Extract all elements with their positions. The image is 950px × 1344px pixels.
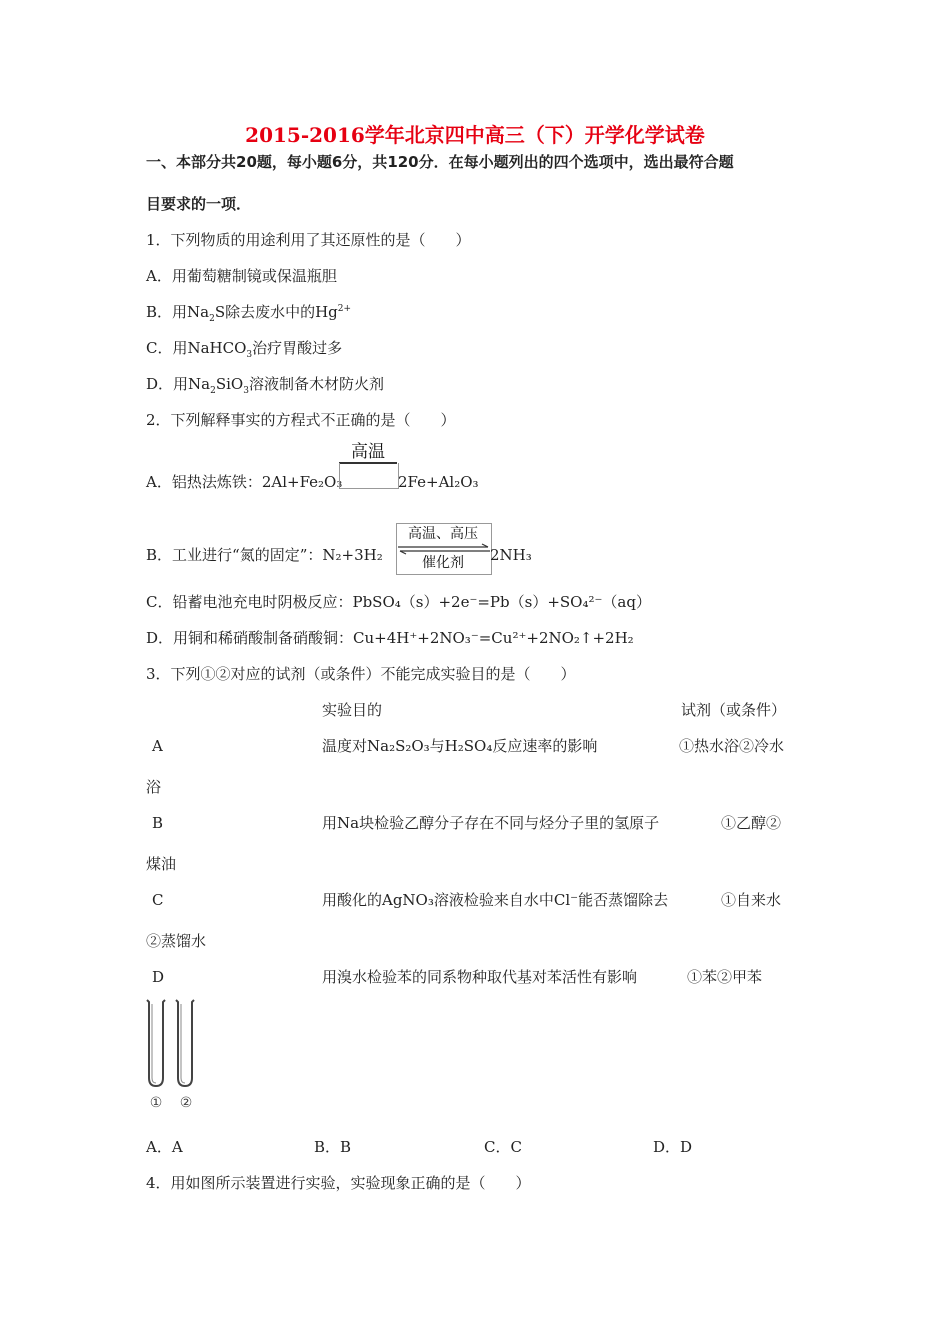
q3-option-b: B．B	[314, 1138, 352, 1156]
q3-header-reagent: 试剂（或条件）	[681, 701, 787, 719]
q3-row-purpose: 用溴水检验苯的同系物种取代基对苯活性有影响	[322, 968, 638, 986]
q3-row-reagent-wrap: 煤油	[146, 855, 177, 873]
q3-option-d: D．D	[653, 1138, 693, 1156]
q1-stem: 1．下列物质的用途利用了其还原性的是（ ）	[146, 231, 471, 249]
q3-row-label: C	[152, 891, 164, 909]
q1-option-b: B．用$Na_2S$除去废水中的$Hg^{2+}$	[146, 303, 352, 324]
q2-option-a-products: 2Fe+Al₂O₃	[398, 473, 479, 491]
q3-option-a: A．A	[146, 1138, 183, 1156]
q3-row-label: B	[152, 814, 164, 832]
q2-option-d: D．用铜和稀硝酸制备硝酸铜：Cu+4H⁺+2NO₃⁻=Cu²⁺+2NO₂↑+2H₂	[146, 629, 634, 647]
q2-b-condition-bottom: 催化剂	[422, 555, 464, 571]
q1-option-c: C．用NaHCO$_3$治疗胃酸过多	[146, 339, 343, 360]
q3-row-purpose: 温度对Na₂S₂O₃与H₂SO₄反应速率的影响	[322, 737, 598, 755]
q3-row-reagent-wrap: 浴	[146, 778, 162, 796]
q3-row-reagent: ①热水浴②冷水	[679, 737, 785, 755]
test-tube-1-icon	[147, 1000, 165, 1086]
tube-label-1: ①	[149, 1095, 163, 1111]
tube-label-2: ②	[179, 1095, 193, 1111]
q4-stem: 4．用如图所示装置进行实验，实验现象正确的是（ ）	[146, 1174, 531, 1192]
q1-option-d: D．用$Na_2SiO_3$溶液制备木材防火剂	[146, 375, 384, 396]
q3-row-label: A	[152, 737, 163, 755]
section-heading-line1: 一、本部分共20题，每小题6分，共120分．在每小题列出的四个选项中，选出最符合题	[146, 153, 734, 171]
q3-row-purpose: 用酸化的AgNO₃溶液检验来自水中Cl⁻能否蒸馏除去	[322, 891, 669, 909]
q3-row-purpose: 用Na块检验乙醇分子存在不同与烃分子里的氢原子	[322, 814, 660, 832]
q2-a-equation-frame	[339, 463, 399, 489]
section-heading-line2: 目要求的一项．	[146, 195, 252, 213]
q2-option-c: C．铅蓄电池充电时阴极反应：PbSO₄（s）+2e⁻=Pb（s）+SO₄²⁻（aq）	[146, 593, 651, 611]
q3-row-reagent: ①苯②甲苯	[687, 968, 763, 986]
page-title: 2015-2016学年北京四中高三（下）开学化学试卷	[245, 123, 705, 147]
q3-stem: 3．下列①②对应的试剂（或条件）不能完成实验目的是（ ）	[146, 665, 576, 683]
q2-option-a-reactants: A．铝热法炼铁：2Al+Fe₂O₃	[146, 473, 343, 491]
q2-option-b-reactants: B．工业进行“氮的固定”：N₂+3H₂	[146, 546, 383, 564]
q3-row-reagent: ①乙醇②	[721, 814, 782, 832]
q2-a-condition: 高温	[351, 442, 385, 462]
q2-stem: 2．下列解释事实的方程式不正确的是（ ）	[146, 411, 456, 429]
test-tube-2-icon	[176, 1000, 194, 1086]
q3-row-reagent: ①自来水	[721, 891, 782, 909]
q2-b-condition-top: 高温、高压	[408, 526, 478, 542]
q3-header-purpose: 实验目的	[322, 701, 383, 719]
test-tubes-figure	[140, 996, 204, 1114]
q1-option-a: A．用葡萄糖制镜或保温瓶胆	[146, 267, 337, 285]
q3-row-label: D	[152, 968, 165, 986]
q2-option-b-products: 2NH₃	[490, 546, 532, 564]
q3-option-c: C．C	[484, 1138, 522, 1156]
q3-row-reagent-wrap: ②蒸馏水	[146, 932, 207, 950]
